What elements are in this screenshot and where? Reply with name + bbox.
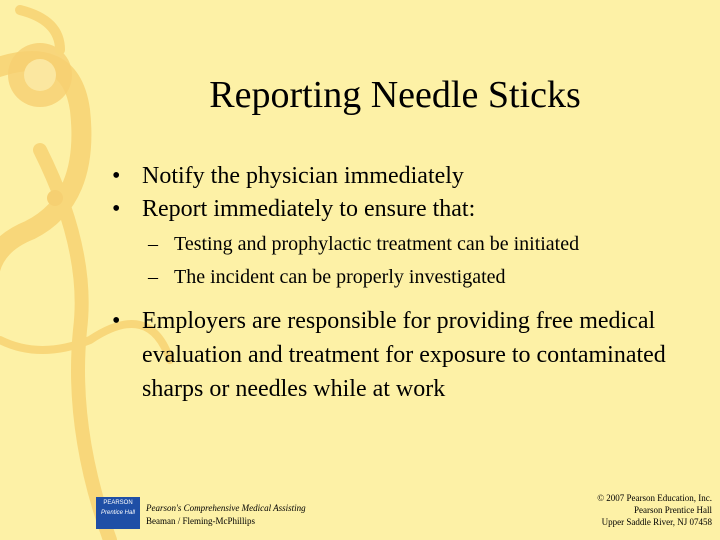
bullet-marker: • — [112, 163, 121, 189]
sub-bullet-text: The incident can be properly investigated — [174, 266, 506, 288]
logo-brand: PEARSON — [103, 500, 133, 506]
sub-bullet-text: Testing and prophylactic treatment can be initiated — [174, 233, 580, 255]
bullet-item — [108, 193, 678, 225]
book-authors: Beaman / Fleming-McPhillips — [146, 516, 255, 526]
copyright-line: Upper Saddle River, NJ 07458 — [601, 517, 712, 527]
sub-bullet-marker: – — [148, 266, 158, 288]
slide-title: Reporting Needle Sticks — [209, 74, 581, 116]
sub-bullet-item — [148, 228, 678, 261]
pearson-logo — [96, 497, 140, 529]
bullet-item — [108, 160, 678, 192]
bullet-text: Report immediately to ensure that: — [142, 196, 476, 222]
book-footer — [96, 497, 306, 529]
bullet-marker: • — [112, 308, 121, 334]
bullet-item — [108, 304, 678, 406]
copyright-line: © 2007 Pearson Education, Inc. — [597, 493, 712, 503]
bullet-marker: • — [112, 196, 121, 222]
bullet-text: Employers are responsible for providing free medical evaluation and treatment for exposure to contaminated sharps or needles while at work — [142, 308, 666, 402]
copyright-notice — [597, 492, 712, 528]
logo-imprint: Prentice Hall — [100, 510, 135, 516]
sub-bullet-marker: – — [148, 233, 158, 255]
bullet-text: Notify the physician immediately — [142, 163, 464, 189]
sub-bullet-item — [148, 261, 678, 294]
book-title: Pearson's Comprehensive Medical Assisting — [146, 503, 306, 513]
bullet-list — [108, 160, 678, 407]
copyright-line: Pearson Prentice Hall — [634, 505, 712, 515]
book-info — [146, 502, 306, 528]
